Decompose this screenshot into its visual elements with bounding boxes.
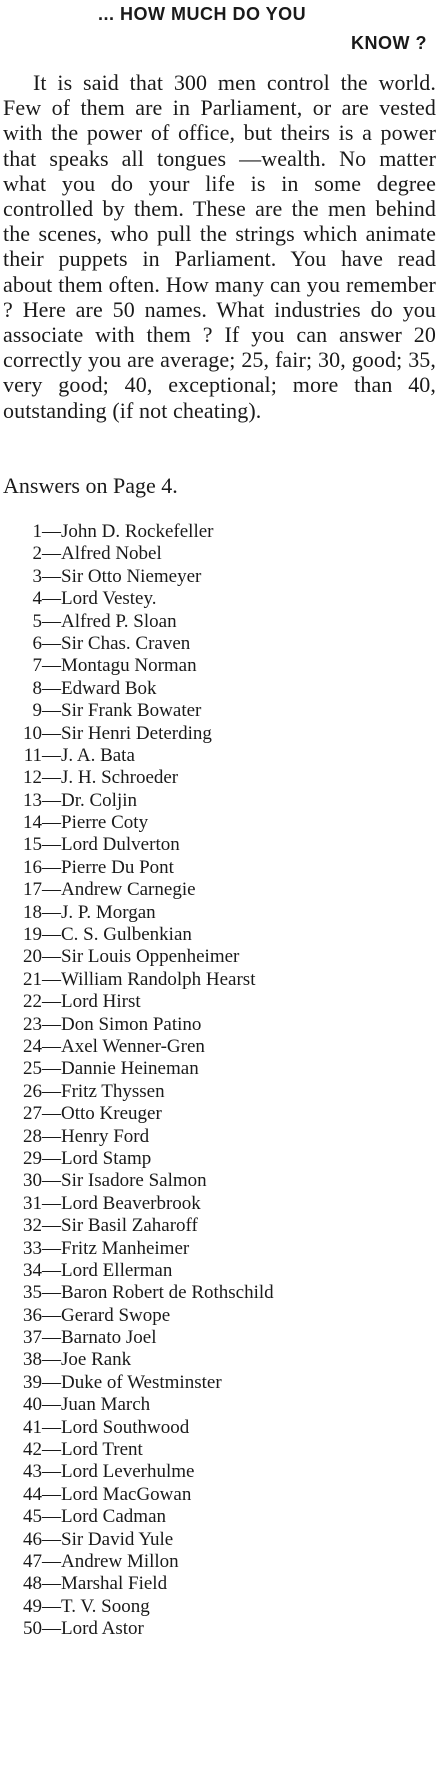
item-number: 17 bbox=[23, 879, 42, 901]
item-name: Barnato Joel bbox=[61, 1327, 157, 1349]
list-item bbox=[23, 588, 274, 610]
item-name: Sir Louis Oppenheimer bbox=[61, 946, 240, 968]
item-dash: — bbox=[42, 610, 61, 632]
list-item bbox=[23, 946, 274, 968]
list-item bbox=[23, 521, 274, 543]
list-item bbox=[23, 1349, 274, 1371]
item-dash: — bbox=[42, 879, 61, 901]
item-name: Sir Basil Zaharoff bbox=[61, 1215, 198, 1237]
item-name: Edward Bok bbox=[61, 677, 157, 699]
list-item bbox=[23, 1305, 274, 1327]
item-name: Sir Otto Niemeyer bbox=[61, 565, 202, 587]
item-number: 5 bbox=[32, 610, 42, 632]
item-name: Sir Henri Deterding bbox=[61, 722, 212, 744]
item-name: Baron Robert de Rothschild bbox=[61, 1282, 274, 1304]
item-dash: — bbox=[42, 946, 61, 968]
list-item bbox=[23, 1484, 274, 1506]
item-number: 31 bbox=[23, 1192, 42, 1214]
item-dash: — bbox=[42, 1035, 61, 1057]
item-dash: — bbox=[42, 521, 61, 542]
item-dash: — bbox=[42, 700, 61, 722]
item-number: 36 bbox=[23, 1304, 42, 1326]
item-name: Pierre Du Pont bbox=[61, 856, 174, 878]
list-item bbox=[23, 633, 274, 655]
item-number: 19 bbox=[23, 924, 42, 946]
heading-line-1: ... HOW MUCH DO YOU bbox=[98, 4, 307, 24]
item-name: Fritz Manheimer bbox=[61, 1237, 190, 1259]
item-number: 50 bbox=[23, 1618, 42, 1640]
item-number: 37 bbox=[23, 1327, 42, 1349]
list-item bbox=[23, 566, 274, 588]
item-dash: — bbox=[42, 1461, 61, 1483]
item-dash: — bbox=[42, 812, 61, 834]
item-name: Lord Leverhulme bbox=[61, 1461, 195, 1483]
list-item bbox=[23, 1372, 274, 1394]
list-item bbox=[23, 834, 274, 856]
list-item bbox=[23, 1014, 274, 1036]
item-dash: — bbox=[42, 1103, 61, 1125]
list-item bbox=[23, 1126, 274, 1148]
item-number: 43 bbox=[23, 1461, 42, 1483]
list-item bbox=[23, 1148, 274, 1170]
item-dash: — bbox=[42, 1595, 61, 1617]
item-dash: — bbox=[42, 789, 61, 811]
item-name: Lord Stamp bbox=[61, 1147, 152, 1169]
item-name: Otto Kreuger bbox=[61, 1103, 162, 1125]
item-number: 9 bbox=[32, 700, 42, 722]
item-dash: — bbox=[42, 1170, 61, 1192]
list-item bbox=[23, 655, 274, 677]
item-name: Pierre Coty bbox=[61, 812, 149, 834]
list-item bbox=[23, 678, 274, 700]
item-dash: — bbox=[42, 1483, 61, 1505]
item-name: Don Simon Patino bbox=[61, 1013, 202, 1035]
list-item bbox=[23, 924, 274, 946]
item-dash: — bbox=[42, 1327, 61, 1349]
list-item bbox=[23, 543, 274, 565]
item-name: Andrew Carnegie bbox=[61, 879, 196, 901]
item-number: 12 bbox=[23, 767, 42, 789]
list-item bbox=[23, 857, 274, 879]
item-number: 11 bbox=[23, 744, 42, 766]
item-dash: — bbox=[42, 543, 61, 565]
list-item bbox=[23, 1506, 274, 1528]
item-name: Lord Vestey. bbox=[61, 588, 157, 610]
item-number: 24 bbox=[23, 1035, 42, 1057]
item-name: J. A. Bata bbox=[61, 744, 135, 766]
list-item bbox=[23, 790, 274, 812]
item-name: J. P. Morgan bbox=[61, 901, 156, 923]
item-number: 13 bbox=[23, 789, 42, 811]
item-number: 28 bbox=[23, 1125, 42, 1147]
item-name: Montagu Norman bbox=[61, 655, 197, 677]
item-name: Gerard Swope bbox=[61, 1304, 171, 1326]
item-name: Sir Frank Bowater bbox=[61, 700, 202, 722]
list-item bbox=[23, 1439, 274, 1461]
item-dash: — bbox=[42, 632, 61, 654]
item-dash: — bbox=[42, 1416, 61, 1438]
item-dash: — bbox=[42, 1528, 61, 1550]
heading-line-2: KNOW ? bbox=[351, 33, 427, 53]
item-number: 46 bbox=[23, 1528, 42, 1550]
list-item bbox=[23, 969, 274, 991]
list-item bbox=[23, 1260, 274, 1282]
item-dash: — bbox=[42, 1215, 61, 1237]
item-name: Andrew Millon bbox=[61, 1550, 179, 1572]
names-list bbox=[23, 521, 274, 1641]
item-name: Alfred Nobel bbox=[61, 543, 162, 565]
item-dash: — bbox=[42, 924, 61, 946]
item-number: 15 bbox=[23, 834, 42, 856]
list-item bbox=[23, 1238, 274, 1260]
list-item bbox=[23, 1103, 274, 1125]
list-item bbox=[23, 767, 274, 789]
item-name: Lord Hirst bbox=[61, 991, 141, 1013]
item-dash: — bbox=[42, 1125, 61, 1147]
item-dash: — bbox=[42, 968, 61, 990]
list-item bbox=[23, 1551, 274, 1573]
list-item bbox=[23, 745, 274, 767]
item-name: C. S. Gulbenkian bbox=[61, 924, 192, 946]
list-item bbox=[23, 1036, 274, 1058]
item-dash: — bbox=[42, 1147, 61, 1169]
item-dash: — bbox=[42, 1394, 61, 1416]
list-item bbox=[23, 1529, 274, 1551]
item-dash: — bbox=[42, 1573, 61, 1595]
item-number: 39 bbox=[23, 1371, 42, 1393]
item-dash: — bbox=[42, 1192, 61, 1214]
list-item bbox=[23, 1573, 274, 1595]
list-item bbox=[23, 879, 274, 901]
item-number: 16 bbox=[23, 856, 42, 878]
item-number: 1 bbox=[32, 521, 42, 542]
item-name: Dr. Coljin bbox=[61, 789, 138, 811]
item-number: 7 bbox=[32, 655, 42, 677]
item-name: Juan March bbox=[61, 1394, 151, 1416]
list-item bbox=[23, 1170, 274, 1192]
item-name: Duke of Westminster bbox=[61, 1371, 222, 1393]
item-name: Sir Isadore Salmon bbox=[61, 1170, 207, 1192]
item-number: 34 bbox=[23, 1259, 42, 1281]
item-dash: — bbox=[42, 1371, 61, 1393]
item-dash: — bbox=[42, 1058, 61, 1080]
list-item bbox=[23, 1461, 274, 1483]
item-number: 48 bbox=[23, 1573, 42, 1595]
item-name: Axel Wenner-Gren bbox=[61, 1035, 205, 1057]
item-number: 8 bbox=[32, 677, 42, 699]
item-number: 25 bbox=[23, 1058, 42, 1080]
item-number: 33 bbox=[23, 1237, 42, 1259]
item-number: 21 bbox=[23, 968, 42, 990]
item-dash: — bbox=[42, 1349, 61, 1371]
item-dash: — bbox=[42, 1013, 61, 1035]
item-number: 18 bbox=[23, 901, 42, 923]
item-number: 32 bbox=[23, 1215, 42, 1237]
item-number: 22 bbox=[23, 991, 42, 1013]
item-number: 30 bbox=[23, 1170, 42, 1192]
item-dash: — bbox=[42, 655, 61, 677]
item-dash: — bbox=[42, 767, 61, 789]
item-number: 6 bbox=[32, 632, 42, 654]
list-item bbox=[23, 1282, 274, 1304]
list-item bbox=[23, 1596, 274, 1618]
item-number: 14 bbox=[23, 812, 42, 834]
item-dash: — bbox=[42, 565, 61, 587]
item-dash: — bbox=[42, 1259, 61, 1281]
item-number: 44 bbox=[23, 1483, 42, 1505]
item-dash: — bbox=[42, 856, 61, 878]
list-item bbox=[23, 1394, 274, 1416]
answers-note: Answers on Page 4. bbox=[3, 473, 178, 498]
item-name: Sir Chas. Craven bbox=[61, 632, 191, 654]
item-name: Lord Trent bbox=[61, 1439, 143, 1461]
item-dash: — bbox=[42, 1439, 61, 1461]
list-item bbox=[23, 991, 274, 1013]
item-dash: — bbox=[42, 1237, 61, 1259]
item-number: 38 bbox=[23, 1349, 42, 1371]
item-dash: — bbox=[42, 1304, 61, 1326]
item-number: 41 bbox=[23, 1416, 42, 1438]
item-number: 29 bbox=[23, 1147, 42, 1169]
item-name: Alfred P. Sloan bbox=[61, 610, 177, 632]
item-name: Marshal Field bbox=[61, 1573, 168, 1595]
item-name: Lord Cadman bbox=[61, 1506, 167, 1528]
item-dash: — bbox=[42, 991, 61, 1013]
item-number: 49 bbox=[23, 1595, 42, 1617]
intro-paragraph: It is said that 300 men control the world. Few of them are in Parliament, or are vested with the power of office, but theirs is a power that speaks all tongues —wealth. No matter what you do your life is in some degree controlled by them. These are the men behind the scenes, who pull the strings which animate their puppets in Parliament. You have read about them often. How many can you remember ? Here are 50 names. What industries do you associate with them ? If you can answer 20 correctly you are average; 25, fair; 30, good; 35, very good; 40, exceptional; more than 40, outstanding (if not cheating). bbox=[3, 70, 436, 423]
item-number: 23 bbox=[23, 1013, 42, 1035]
item-number: 10 bbox=[23, 722, 42, 744]
item-name: T. V. Soong bbox=[61, 1595, 150, 1617]
item-number: 4 bbox=[32, 588, 42, 610]
item-dash: — bbox=[42, 677, 61, 699]
item-number: 35 bbox=[23, 1282, 42, 1304]
list-item bbox=[23, 1058, 274, 1080]
item-number: 40 bbox=[23, 1394, 42, 1416]
item-name: Dannie Heineman bbox=[61, 1058, 199, 1080]
item-dash: — bbox=[42, 588, 61, 610]
list-item bbox=[23, 1193, 274, 1215]
list-item bbox=[23, 902, 274, 924]
item-number: 26 bbox=[23, 1080, 42, 1102]
item-number: 42 bbox=[23, 1439, 42, 1461]
item-number: 20 bbox=[23, 946, 42, 968]
item-dash: — bbox=[42, 1080, 61, 1102]
item-number: 45 bbox=[23, 1506, 42, 1528]
item-dash: — bbox=[42, 901, 61, 923]
item-number: 47 bbox=[23, 1550, 42, 1572]
item-number: 2 bbox=[32, 543, 42, 565]
item-name: Lord Astor bbox=[61, 1618, 144, 1640]
item-name: William Randolph Hearst bbox=[61, 968, 256, 990]
list-item bbox=[23, 1215, 274, 1237]
item-dash: — bbox=[42, 1550, 61, 1572]
item-number: 3 bbox=[32, 565, 42, 587]
item-dash: — bbox=[42, 744, 61, 766]
item-name: Lord Beaverbrook bbox=[61, 1192, 201, 1214]
item-dash: — bbox=[42, 834, 61, 856]
item-name: Lord MacGowan bbox=[61, 1483, 192, 1505]
item-dash: — bbox=[42, 722, 61, 744]
item-name: Lord Southwood bbox=[61, 1416, 190, 1438]
list-item bbox=[23, 1081, 274, 1103]
item-dash: — bbox=[42, 1282, 61, 1304]
list-item bbox=[23, 723, 274, 745]
item-name: John D. Rockefeller bbox=[61, 521, 214, 542]
item-name: Henry Ford bbox=[61, 1125, 150, 1147]
list-item bbox=[23, 812, 274, 834]
item-name: Sir David Yule bbox=[61, 1528, 174, 1550]
list-item bbox=[23, 700, 274, 722]
item-name: Lord Dulverton bbox=[61, 834, 180, 856]
list-item bbox=[23, 1618, 274, 1640]
item-number: 27 bbox=[23, 1103, 42, 1125]
item-dash: — bbox=[42, 1618, 61, 1640]
list-item bbox=[23, 1327, 274, 1349]
item-name: Lord Ellerman bbox=[61, 1259, 173, 1281]
item-name: J. H. Schroeder bbox=[61, 767, 179, 789]
item-dash: — bbox=[42, 1506, 61, 1528]
item-name: Joe Rank bbox=[61, 1349, 132, 1371]
list-item bbox=[23, 1417, 274, 1439]
item-name: Fritz Thyssen bbox=[61, 1080, 165, 1102]
list-item bbox=[23, 611, 274, 633]
